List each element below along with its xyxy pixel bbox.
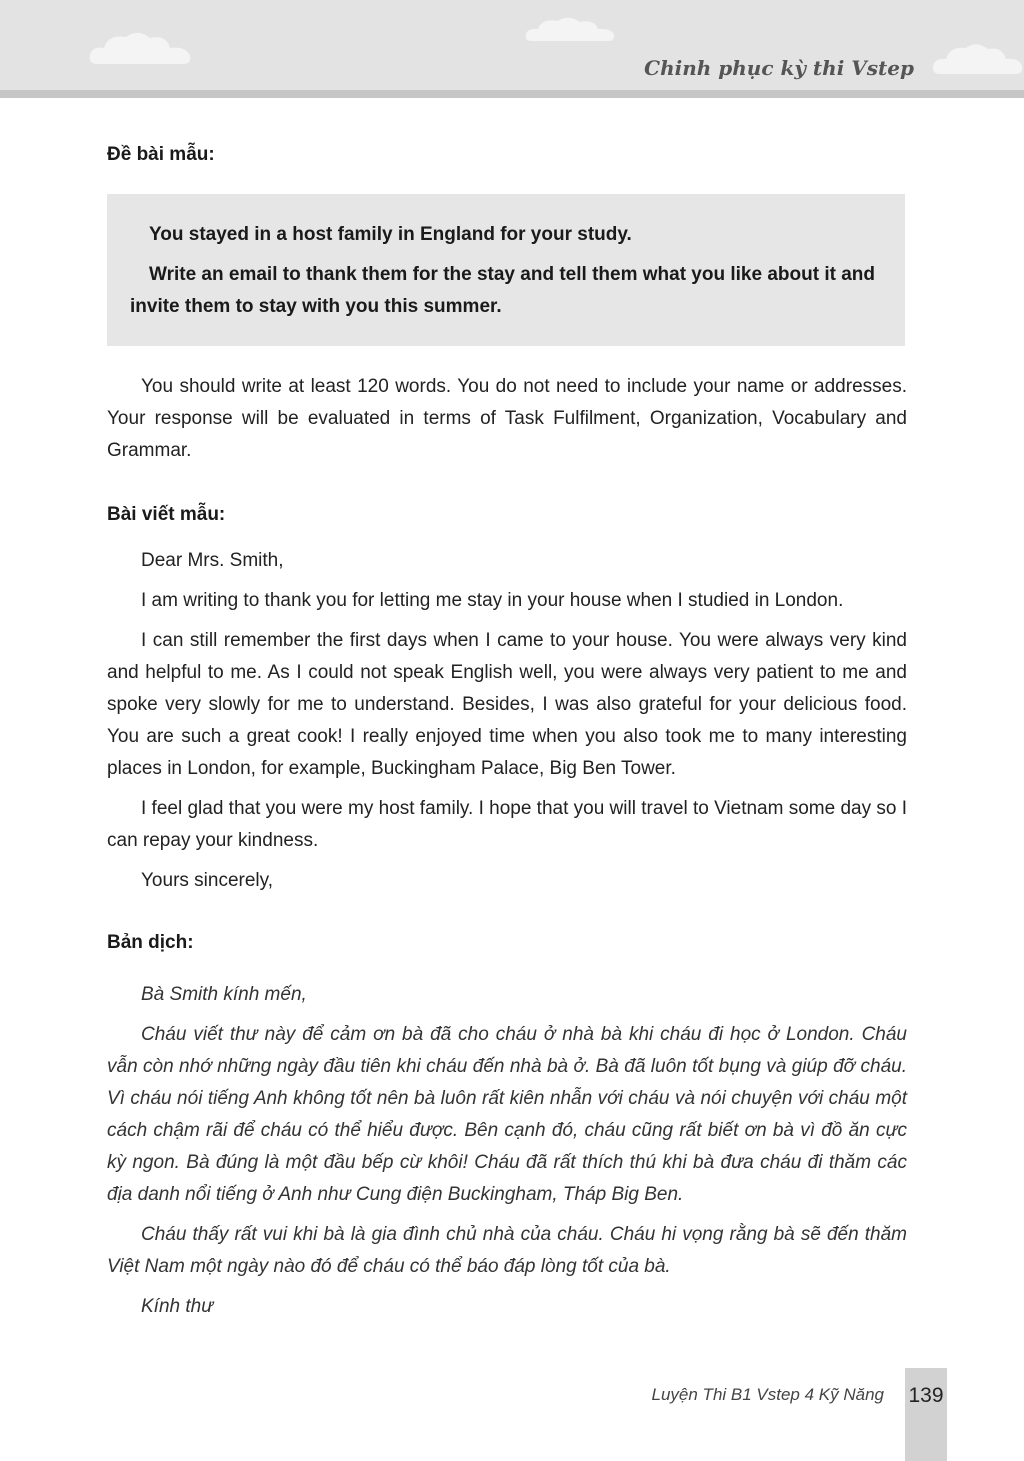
task-heading: Đề bài mẫu:	[107, 144, 215, 165]
cloud-icon	[86, 28, 196, 68]
sample-closing: Yours sincerely,	[141, 870, 274, 891]
translation-closing: Kính thư	[141, 1296, 214, 1317]
sample-heading: Bài viết mẫu:	[107, 504, 226, 525]
prompt-line-2: Write an email to thank them for the stay and tell them what you like about it and	[149, 264, 875, 285]
header-rule	[0, 90, 1024, 98]
footer-book-title: Luyện Thi B1 Vstep 4 Kỹ Năng	[651, 1385, 884, 1404]
sample-paragraph-3: I feel glad that you were my host family. I hope that you will travel to Vietnam some day so I can repay your kindness.	[107, 798, 908, 851]
translation-paragraph-1: Cháu viết thư này để cảm ơn bà đã cho cháu ở nhà bà khi cháu đi học ở London. Cháu vẫn còn nhớ những ngày đầu tiên khi cháu đến nhà bà ở. Bà đã luôn tốt bụng và giúp đỡ cháu. Vì cháu nói tiếng Anh không tốt nên bà luôn rất kiên nhẫn với cháu và nói chuyện với cháu một cách chậm rãi để cháu có thể hiểu được. Bên cạnh đó, cháu cũng rất biết ơn bà vì đồ ăn cực kỳ ngon. Bà đúng là một đầu bếp cừ khôi! Cháu đã rất thích thú khi bà đưa cháu đi thăm các địa danh nổi tiếng ở Anh như Cung điện Buckingham, Tháp Big Ben.	[107, 1024, 907, 1205]
prompt-line-1: You stayed in a host family in England for your study.	[149, 224, 632, 245]
header-title: Chinh phục kỳ thi Vstep	[644, 56, 914, 80]
translation-heading: Bản dịch:	[107, 932, 194, 953]
page-number: 139	[908, 1384, 944, 1407]
prompt-line-3: invite them to stay with you this summer.	[130, 296, 502, 317]
cloud-icon	[930, 38, 1024, 78]
cloud-icon	[524, 14, 616, 44]
page-number-tab	[905, 1368, 947, 1461]
sample-paragraph-1: I am writing to thank you for letting me stay in your house when I studied in London.	[141, 590, 844, 611]
sample-greeting: Dear Mrs. Smith,	[141, 550, 284, 571]
translation-greeting: Bà Smith kính mến,	[141, 984, 307, 1005]
sample-paragraph-2: I can still remember the first days when I came to your house. You were always very kind and helpful to me. As I could not speak English well, you were always very patient to me and spoke very slowly for me to understand. Besides, I was also grateful for your delicious food. You are such a great cook! I really enjoyed time when you also took me to many interesting places in London, for example, Buckingham Palace, Big Ben Tower.	[107, 630, 907, 779]
task-instructions: You should write at least 120 words. You do not need to include your name or addresses. Your response will be evaluated in terms of Task Fulfilment, Organization, Vocabulary and Grammar.	[107, 376, 907, 461]
translation-paragraph-2: Cháu thấy rất vui khi bà là gia đình chủ nhà của cháu. Cháu hi vọng rằng bà sẽ đến thăm Việt Nam một ngày nào đó để cháu có thể báo đáp lòng tốt của bà.	[107, 1224, 907, 1277]
